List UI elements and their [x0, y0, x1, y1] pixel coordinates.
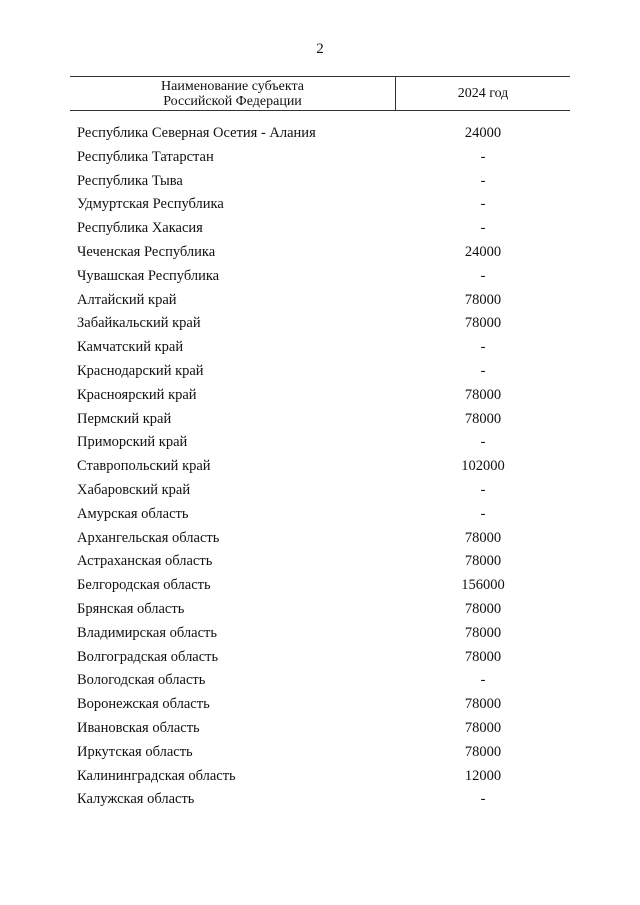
region-name-cell: Волгоградская область	[77, 648, 219, 665]
year-2024-value-cell: -	[480, 220, 486, 237]
region-name-cell: Ивановская область	[77, 719, 200, 736]
year-2024-value-cell: 78000	[464, 315, 502, 332]
region-name-cell: Республика Северная Осетия - Алания	[77, 125, 316, 141]
year-2024-value-cell: 78000	[464, 553, 502, 570]
region-name-cell: Калужская область	[77, 791, 195, 808]
table-row	[0, 479, 640, 503]
region-name-cell: Ставропольский край	[77, 458, 211, 475]
region-name-cell: Астраханская область	[77, 553, 213, 570]
region-name-cell: Брянская область	[77, 600, 185, 617]
table-row	[0, 146, 640, 170]
year-2024-value-cell: 78000	[464, 529, 502, 546]
table-row	[0, 217, 640, 241]
table-row	[0, 598, 640, 622]
region-name-cell: Амурская область	[77, 505, 189, 522]
year-2024-value-cell: -	[480, 196, 486, 213]
table-row	[0, 170, 640, 194]
table-row	[0, 408, 640, 432]
year-2024-value-cell: 78000	[464, 291, 502, 308]
region-name-cell: Белгородская область	[77, 577, 211, 594]
table-row	[0, 550, 640, 574]
year-2024-value-cell: -	[480, 362, 486, 379]
region-name-cell: Владимирская область	[77, 624, 217, 641]
table-row	[0, 265, 640, 289]
year-2024-value-cell: -	[480, 172, 486, 189]
table-row	[0, 574, 640, 598]
year-2024-value-cell: 78000	[464, 696, 502, 713]
table-row	[0, 741, 640, 765]
table-row	[0, 384, 640, 408]
year-2024-value-cell: 102000	[461, 458, 505, 475]
table-row	[0, 622, 640, 646]
column-header-region-line2: Российской Федерации	[163, 93, 302, 109]
region-name-cell: Калининградская область	[77, 767, 236, 784]
table-row	[0, 312, 640, 336]
table-row	[0, 455, 640, 479]
table-row	[0, 765, 640, 789]
year-2024-value-cell: 78000	[464, 624, 502, 641]
column-header-region	[70, 77, 396, 110]
year-2024-value-cell: 78000	[464, 743, 502, 760]
column-header-year: 2024 год	[457, 85, 509, 101]
year-2024-value-cell: -	[480, 672, 486, 689]
year-2024-value-cell: -	[480, 339, 486, 356]
region-name-cell: Чеченская Республика	[77, 243, 216, 260]
region-name-cell: Красноярский край	[77, 386, 197, 403]
year-2024-value-cell: 78000	[464, 410, 502, 427]
year-2024-value-cell: -	[480, 148, 486, 165]
table-row	[0, 693, 640, 717]
year-2024-value-cell: -	[480, 791, 486, 808]
table-row	[0, 241, 640, 265]
table-row	[0, 669, 640, 693]
region-name-cell: Вологодская область	[77, 672, 206, 689]
year-2024-value-cell: 78000	[464, 719, 502, 736]
table-row	[0, 360, 640, 384]
table-row	[0, 289, 640, 313]
region-name-cell: Камчатский край	[77, 339, 184, 356]
table-row	[0, 193, 640, 217]
year-2024-value-cell: 24000	[464, 125, 502, 141]
table-row	[0, 122, 640, 146]
table-row	[0, 788, 640, 812]
region-name-cell: Республика Хакасия	[77, 220, 203, 237]
region-name-cell: Архангельская область	[77, 529, 220, 546]
year-2024-value-cell: -	[480, 505, 486, 522]
table-header	[70, 76, 570, 111]
table-row	[0, 336, 640, 360]
region-name-cell: Республика Татарстан	[77, 148, 214, 165]
table-row	[0, 431, 640, 455]
region-name-cell: Иркутская область	[77, 743, 193, 760]
year-2024-value-cell: 24000	[464, 243, 502, 260]
year-2024-value-cell: 78000	[464, 386, 502, 403]
region-name-cell: Хабаровский край	[77, 481, 191, 498]
page-number: 2	[316, 41, 324, 57]
year-2024-value-cell: 156000	[461, 577, 505, 594]
region-name-cell: Краснодарский край	[77, 362, 204, 379]
region-name-cell: Удмуртская Республика	[77, 196, 224, 213]
year-2024-value-cell: -	[480, 434, 486, 451]
year-2024-value-cell: -	[480, 267, 486, 284]
region-name-cell: Республика Тыва	[77, 172, 183, 189]
table-body	[0, 122, 640, 812]
region-name-cell: Алтайский край	[77, 291, 177, 308]
year-2024-value-cell: 78000	[464, 600, 502, 617]
year-2024-value-cell: -	[480, 481, 486, 498]
region-name-cell: Забайкальский край	[77, 315, 201, 332]
year-2024-value-cell: 12000	[464, 767, 502, 784]
column-header-region-line1: Наименование субъекта	[161, 78, 304, 94]
table-row	[0, 503, 640, 527]
table-row	[0, 646, 640, 670]
year-2024-value-cell: 78000	[464, 648, 502, 665]
region-name-cell: Чувашская Республика	[77, 267, 220, 284]
table-row	[0, 717, 640, 741]
region-name-cell: Приморский край	[77, 434, 188, 451]
table-row	[0, 527, 640, 551]
region-name-cell: Воронежская область	[77, 696, 210, 713]
region-name-cell: Пермский край	[77, 410, 172, 427]
